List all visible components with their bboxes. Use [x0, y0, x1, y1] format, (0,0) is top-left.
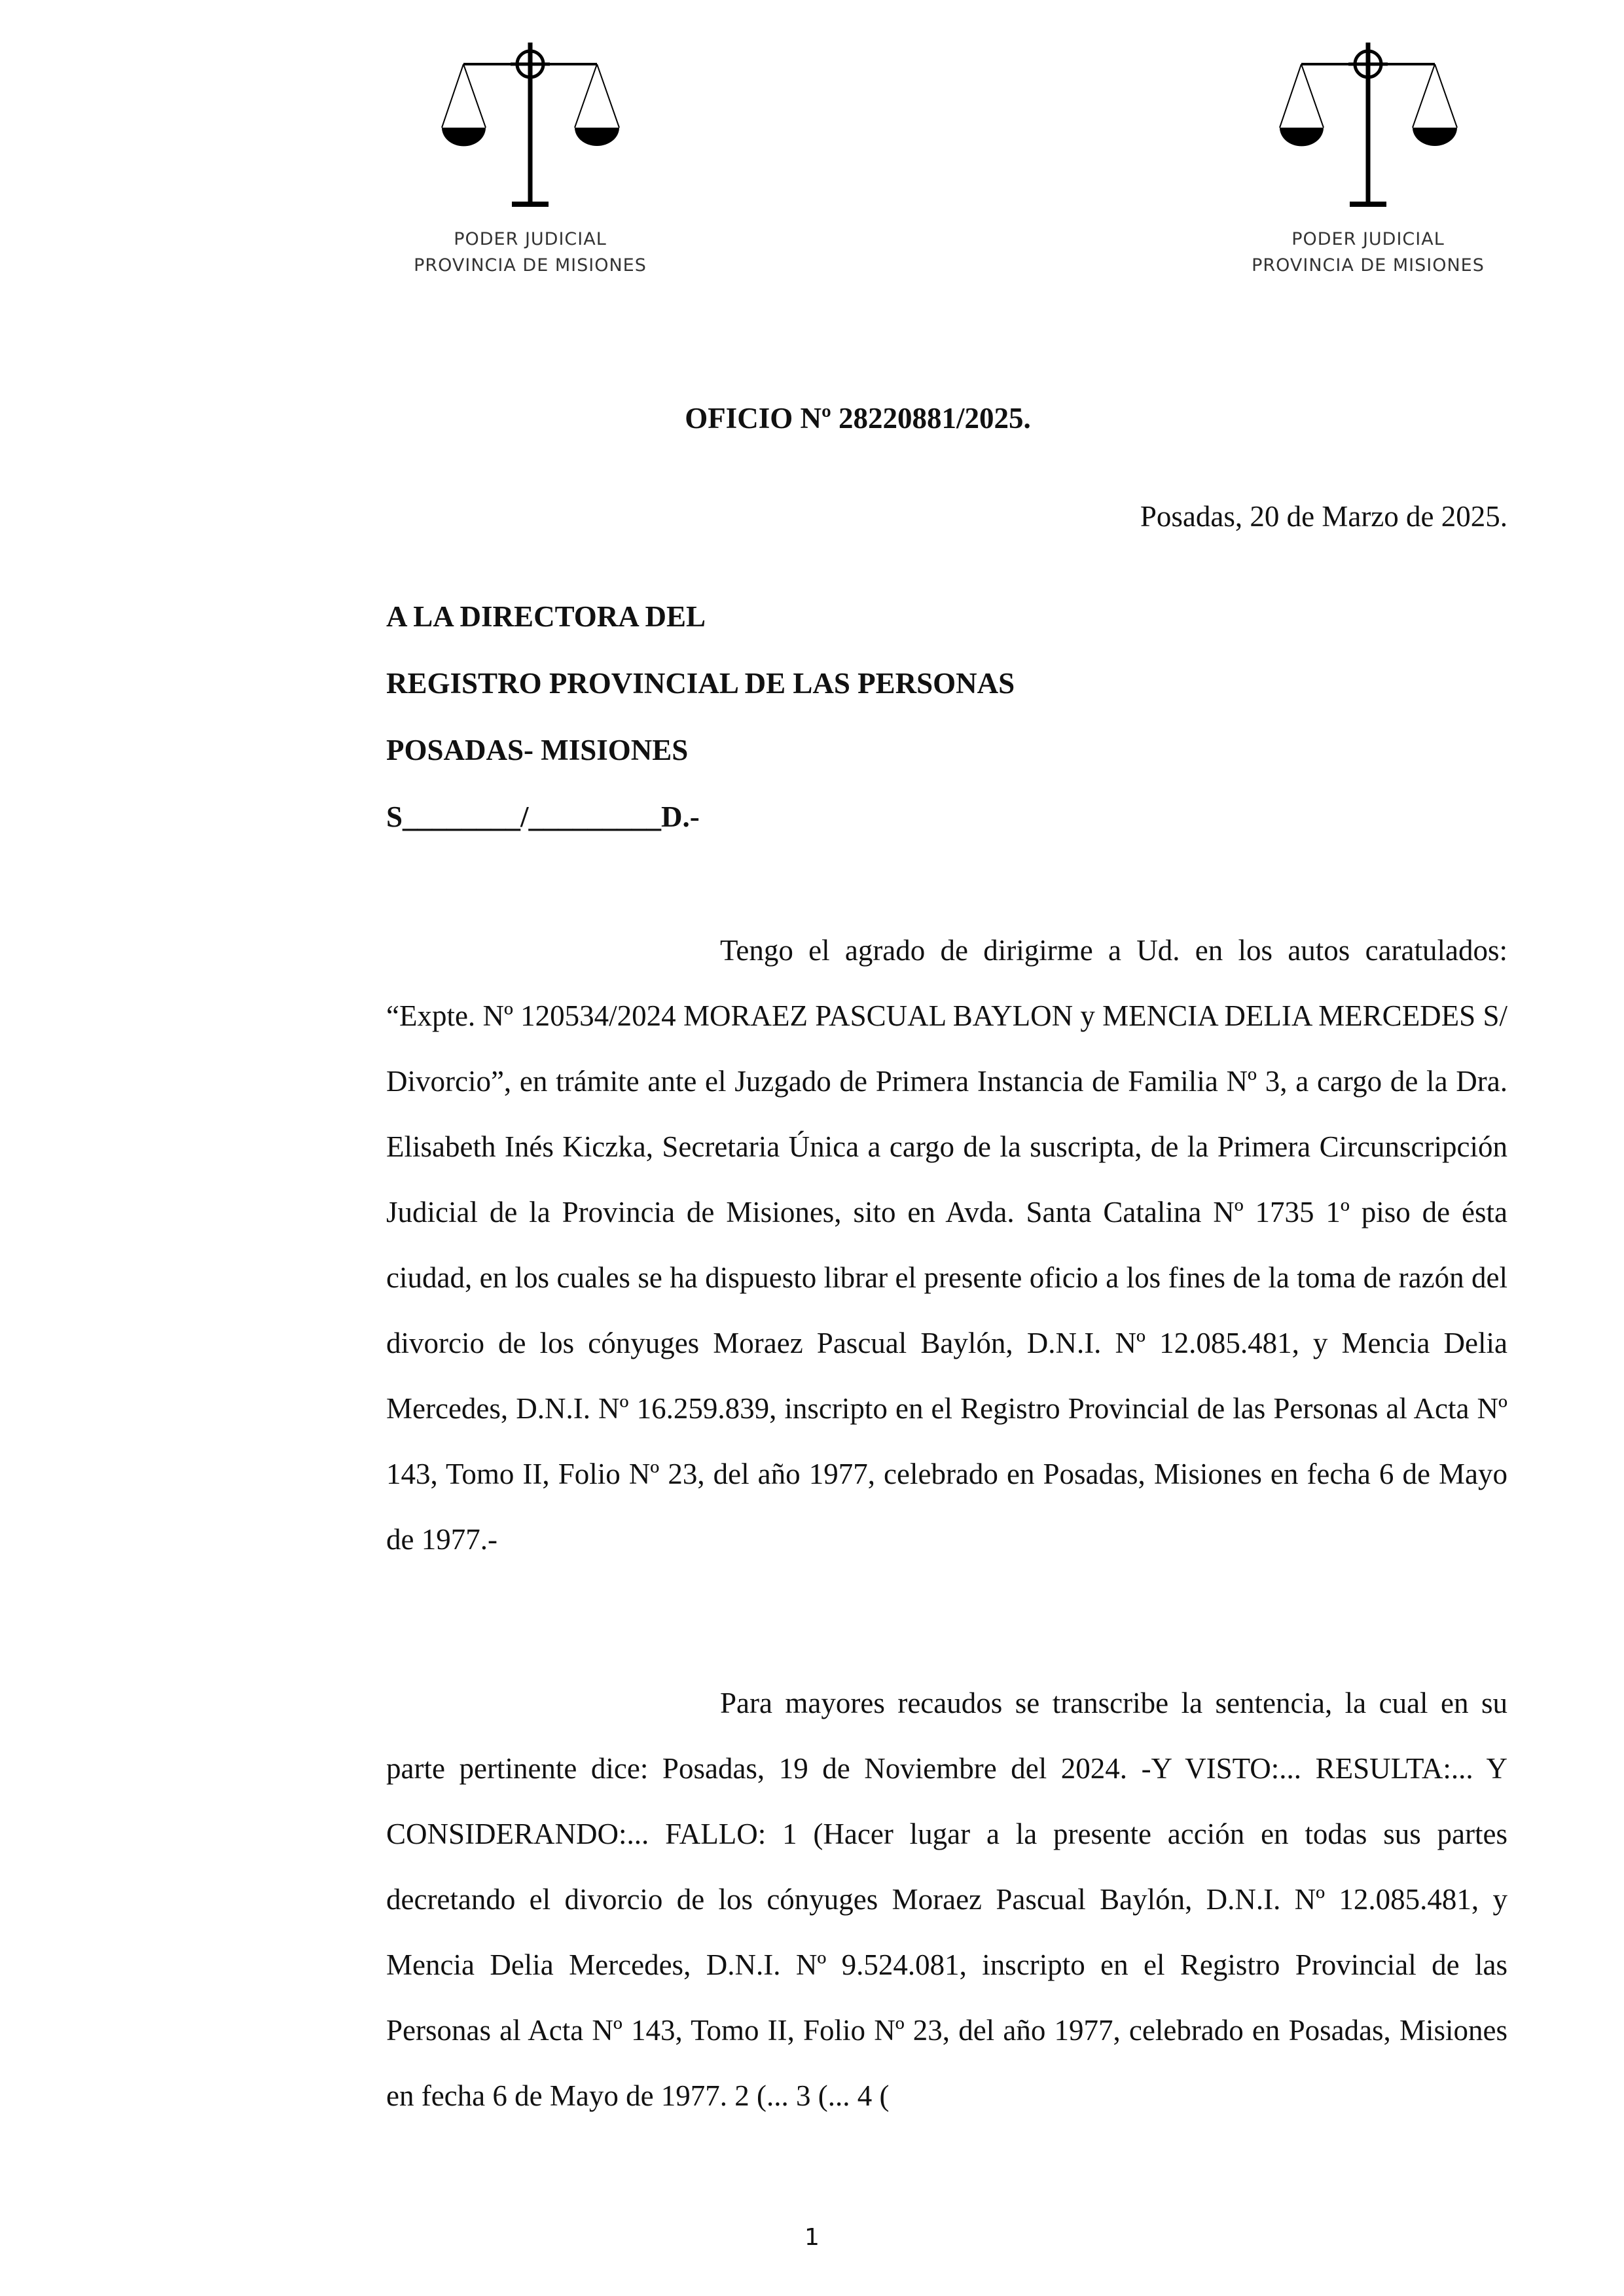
institution-province: PROVINCIA DE MISIONES	[1252, 255, 1485, 276]
judicial-emblem-right	[1224, 39, 1512, 288]
institution-province: PROVINCIA DE MISIONES	[414, 255, 647, 276]
scales-of-justice-icon	[1276, 39, 1460, 223]
salutation-line: S________/_________D.-	[386, 800, 700, 833]
institution-name: PODER JUDICIAL	[1291, 229, 1445, 249]
addressee-line: REGISTRO PROVINCIAL DE LAS PERSONAS	[386, 667, 1015, 700]
body-paragraph: Tengo el agrado de dirigirme a Ud. en los autos caratulados: “Expte. Nº 120534/2024 MORAEZ PASCUAL BAYLON y MENCIA DELIA MERCEDES S/ Divorcio”, en trámite ante el Juzgado de Primera Instancia de Familia Nº 3, a cargo de la Dra. Elisabeth Inés Kiczka, Secretaria Única a cargo de la suscripta, de la Primera Circunscripción Judicial de la Provincia de Misiones, sito en Avda. Santa Catalina Nº 1735 1º piso de ésta ciudad, en los cuales se ha dispuesto librar el presente oficio a los fines de la toma de razón del divorcio de los cónyuges Moraez Pascual Baylón, D.N.I. Nº 12.085.481, y Mencia Delia Mercedes, D.N.I. Nº 16.259.839, inscripto en el Registro Provincial de las Personas al Acta Nº 143, Tomo II, Folio Nº 23, del año 1977, celebrado en Posadas, Misiones en fecha 6 de Mayo de 1977.-	[386, 934, 1507, 1556]
addressee-line: A LA DIRECTORA DEL	[386, 600, 706, 633]
page-number: 1	[804, 2224, 820, 2251]
document-title: OFICIO Nº 28220881/2025.	[685, 402, 1031, 435]
addressee-line: POSADAS- MISIONES	[386, 734, 689, 766]
institution-name: PODER JUDICIAL	[454, 229, 607, 249]
scales-of-justice-icon	[439, 39, 622, 223]
place-date: Posadas, 20 de Marzo de 2025.	[1140, 500, 1507, 533]
judicial-emblem-left	[386, 39, 674, 288]
body-paragraph: Para mayores recaudos se transcribe la sentencia, la cual en su parte pertinente dice: Posadas, 19 de Noviembre del 2024. -Y VISTO:... RESULTA:... Y CONSIDERANDO:... FALLO: 1 (Hacer lugar a la presente acción en todas sus partes decretando el divorcio de los cónyuges Moraez Pascual Baylón, D.N.I. Nº 12.085.481, y Mencia Delia Mercedes, D.N.I. Nº 9.524.081, inscripto en el Registro Provincial de las Personas al Acta Nº 143, Tomo II, Folio Nº 23, del año 1977, celebrado en Posadas, Misiones en fecha 6 de Mayo de 1977. 2 (... 3 (... 4 (	[386, 1687, 1507, 2112]
